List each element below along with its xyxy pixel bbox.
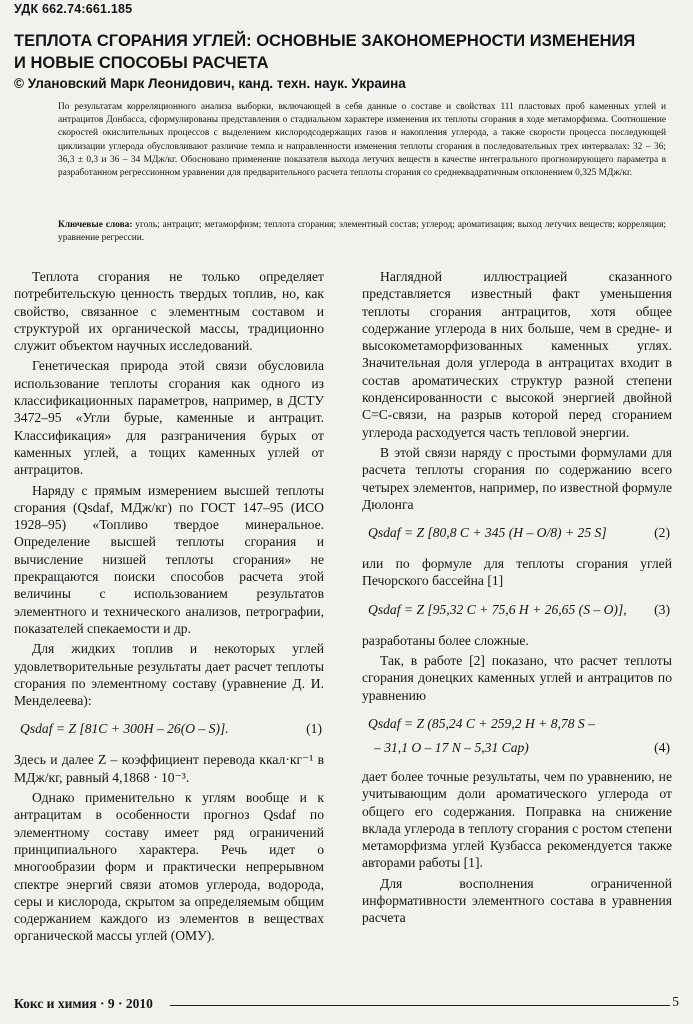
keywords-text: уголь; антрацит; метаморфизм; теплота сгорания; элементный состав; углерод; ароматизация; выход летучих веществ; корреляция; уравнение регрессии. [58,220,666,243]
abstract: По результатам корреляционного анализа выборки, включающей в себя данные о составе и свойствах 111 пластовых проб каменных углей и антрацитов Донбасса, сформулированы представления о стадиальном характере изменения их теплоты сгорания в ходе метаморфизма. Соотношение скоростей окислительных процессов с выделением кислородсодержащих газов и накопления углерода, а также скорости процесса последующей циклизации углерода обусловливают различие темпа и направленности изменения теплоты сгорания в последовательных трех интервалах: 32 – 36; 36,3 ± 0,3 и 36 – 34 МДж/кг. Обосновано применение показателя выхода летучих веществ в качестве интегрального прогнозирующего параметра в разработанном регрессионном уравнении для предварительного расчета теплоты сгорания со среднеквадратичным отклонением 0,325 МДж/кг. [58,102,666,179]
footer-rule [170,1005,670,1006]
paragraph: Для жидких топлив и некоторых углей удовлетворительные результаты дает расчет теплоты сгорания по элементному составу (уравнение Д. И. Менделеева): [14,641,324,709]
formula-2-expression: Qsdaf = Z [80,8 C + 345 (H – O/8) + 25 S] [368,525,607,541]
formula-4 [362,713,672,759]
title-line-2: И НОВЫЕ СПОСОБЫ РАСЧЕТА [14,54,269,72]
paragraph: Здесь и далее Z – коэффициент перевода ккал·кг⁻¹ в МДж/кг, равный 4,1868 · 10⁻³. [14,752,324,785]
page-number: 5 [672,994,679,1009]
formula-4-line-2: – 31,1 O – 17 N – 5,31 Cар) [374,739,529,755]
paragraph: Теплота сгорания не только определяет потребительскую ценность твердых топлив, но, как свойство, связанное с элементным составом и структурой их органической массы, традиционно служит объектом научных исследований. [14,269,324,354]
formula-1-number: (1) [306,721,322,737]
formula-4-line-1: Qsdaf = Z (85,24 C + 259,2 H + 8,78 S – [368,715,595,731]
formula-3 [362,599,672,623]
formula-4-number: (4) [654,739,670,755]
paragraph: Наряду с прямым измерением высшей теплоты сгорания (Qsdaf, МДж/кг) по ГОСТ 147–95 (ИСО 1928–95) «Топливо твердое минеральное. Определение высшей теплоты сгорания и вычисление низшей теплоты сгорания» не прекращаются поиски способов расчета этой величины с использованием результатов элементного и технического анализов, петрографии, показателей спекаемости и др. [14,482,324,636]
paragraph: Наглядной иллюстрацией сказанного представляется известный факт уменьшения теплоты сгорания антрацитов, хотя общее содержание углерода в них больше, чем в средне- и высокометаморфизованных каменных углях. Значительная доля углерода в антрацитах входит в состав ароматических структур разной степени конденсированности с высокой энергией двойной C=C-связи, на разрыв которой перед сгоранием углерода расходуется часть тепловой энергии. [362,269,672,440]
paragraph: дает более точные результаты, чем по уравнению, не учитывающим доли ароматического углерода от общего его содержания. Поправка на снижение вклада углерода в теплоту сгорания с ростом степени метаморфизма углей Кузбасса рекомендуется также авторами работы [1]. [362,768,672,871]
formula-3-number: (3) [654,601,670,617]
formula-2 [362,522,672,546]
author-line: © Улановский Марк Леонидович, канд. техн. наук. Украина [14,76,406,91]
right-column [362,268,672,930]
formula-1-expression: Qsdaf = Z [81C + 300H – 26(O – S)]. [20,721,229,737]
paragraph: или по формуле для теплоты сгорания углей Печорского бассейна [1] [362,556,672,589]
formula-2-number: (2) [654,525,670,541]
article-title [14,30,682,74]
paragraph: Однако применительно к углям вообще и к антрацитам в особенности прогноз Qsdaf по элементному составу имеет ряд ограничений принципиального характера. Речь идет о многообразии форм и практически непрерывном спектре энергий связи атомов углерода, водорода, серы и кислорода, скрытом за определяемым общим содержанием каждого из элементов в веществах органической массы углей (ОМУ). [14,790,324,944]
left-column [14,268,324,948]
keywords-label: Ключевые слова: [58,220,133,230]
paragraph: Генетическая природа этой связи обусловила использование теплоты сгорания как одного из классификационных параметров, например, в ДСТУ 3472–95 «Угли бурые, каменные и антрацит. Классификация» для разграничения бурых от каменных углей, а тощих каменных углей от антрацитов. [14,358,324,478]
paragraph: Для восполнения ограниченной информативности элементного состава в уравнения расчета [362,875,672,926]
formula-3-expression: Qsdaf = Z [95,32 C + 75,6 H + 26,65 (S – O)], [368,601,627,617]
keywords [58,219,666,245]
title-line-1: ТЕПЛОТА СГОРАНИЯ УГЛЕЙ: ОСНОВНЫЕ ЗАКОНОМЕРНОСТИ ИЗМЕНЕНИЯ [14,32,636,50]
paragraph: Так, в работе [2] показано, что расчет теплоты сгорания донецких каменных углей и антрацитов по уравнению [362,653,672,703]
udk-code: УДК 662.74:661.185 [14,2,133,16]
formula-1 [14,718,324,742]
paragraph: разработаны более сложные. [362,632,529,648]
paragraph: В этой связи наряду с простыми формулами для расчета теплоты сгорания по содержанию всего четырех элементов, например, по известной формуле Дюлонга [362,444,672,512]
journal-footer: Кокс и химия · 9 · 2010 [14,996,153,1011]
